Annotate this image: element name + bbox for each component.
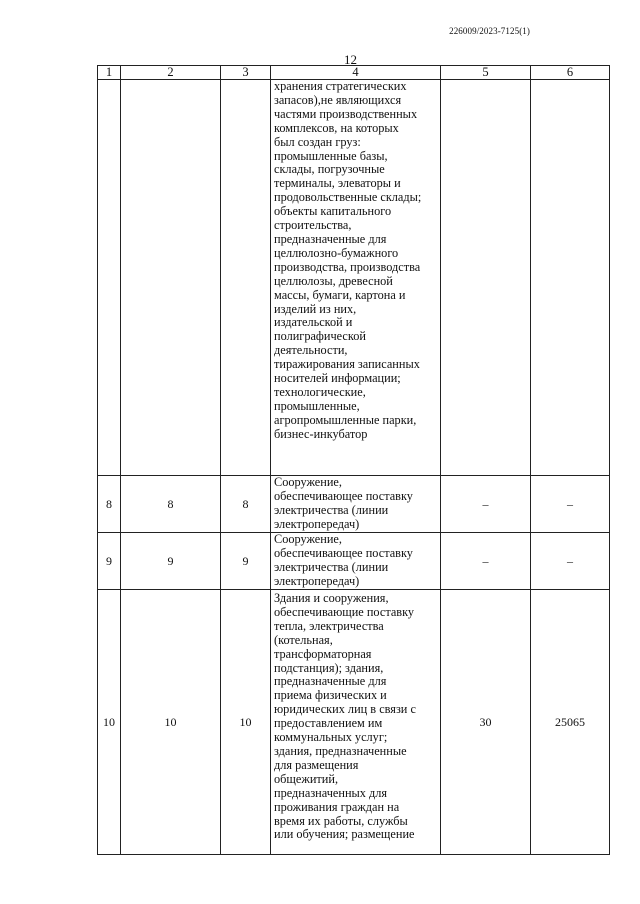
text-line: целлюлозно-бумажного — [274, 245, 399, 260]
cell: – — [531, 476, 610, 533]
table-row — [98, 590, 610, 855]
text-line: хранения стратегических — [274, 79, 407, 93]
page-number: 12 — [344, 52, 357, 67]
text-line: трансформаторная — [274, 646, 372, 661]
header-col-2: 2 — [121, 66, 221, 80]
text-line: производства, производства — [274, 259, 421, 274]
cell: – — [441, 533, 531, 590]
cell — [121, 80, 221, 476]
text-line: издательской и — [274, 315, 353, 330]
text-line: терминалы, элеваторы и — [274, 176, 401, 191]
header-col-1: 1 — [98, 66, 121, 80]
text-line: предназначенные для — [274, 231, 387, 246]
text-line: промышленные, — [274, 398, 360, 413]
text-line: коммунальных услуг; — [274, 730, 388, 745]
text-line: электричества (линии — [274, 559, 389, 574]
text-line: предназначенные для — [274, 674, 387, 689]
table-row — [98, 533, 610, 590]
table-row — [98, 476, 610, 533]
text-line: время их работы, службы — [274, 813, 408, 828]
header-col-5: 5 — [441, 66, 531, 80]
text-line: электричества (линии — [274, 502, 389, 517]
text-line: приема физических и — [274, 688, 387, 703]
text-line: проживания граждан на — [274, 799, 400, 814]
text-line: был создан груз: — [274, 134, 361, 149]
text-line: полиграфической — [274, 329, 366, 344]
cell: – — [531, 533, 610, 590]
text-line: технологические, — [274, 384, 366, 399]
document-id: 226009/2023-7125(1) — [449, 26, 530, 36]
text-line: склады, погрузочные — [274, 162, 385, 177]
text-line: Сооружение, — [274, 532, 342, 546]
text-line: электропередач) — [274, 573, 360, 588]
text-line: деятельности, — [274, 343, 348, 358]
table-row-continuation — [98, 80, 610, 476]
text-line: обеспечивающее поставку — [274, 488, 413, 503]
text-line: носителей информации; — [274, 371, 401, 386]
text-line: продовольственные склады; — [274, 190, 422, 205]
text-line: объекты капитального — [274, 204, 392, 219]
table-header-row — [98, 66, 610, 80]
cell — [98, 80, 121, 476]
text-line: для размещения — [274, 757, 359, 772]
text-line: целлюлозы, древесной — [274, 273, 393, 288]
text-line: юридических лиц в связи с — [274, 702, 416, 717]
text-line: или обучения; размещение — [274, 827, 415, 842]
text-line: подстанция); здания, — [274, 660, 384, 675]
cell: 9 — [121, 533, 221, 590]
text-line: комплексов, на которых — [274, 120, 399, 135]
row8-description — [271, 476, 441, 533]
header-col-3: 3 — [221, 66, 271, 80]
text-line: электропередач) — [274, 516, 360, 531]
cell: 25065 — [531, 590, 610, 855]
cell: 9 — [221, 533, 271, 590]
text-line: бизнес-инкубатор — [274, 426, 368, 441]
cell: 10 — [221, 590, 271, 855]
text-line: строительства, — [274, 218, 352, 233]
text-line: изделий из них, — [274, 301, 357, 316]
row-number: 8 — [98, 476, 121, 533]
text-line: (котельная, — [274, 632, 333, 647]
cell — [221, 80, 271, 476]
text-line: здания, предназначенные — [274, 743, 407, 758]
text-line: массы, бумаги, картона и — [274, 287, 406, 302]
cell — [531, 80, 610, 476]
cell: 8 — [221, 476, 271, 533]
text-line: обеспечивающие поставку — [274, 604, 415, 619]
text-line: предназначенных для — [274, 785, 388, 800]
text-line: частями производственных — [274, 106, 418, 121]
text-line: промышленные базы, — [274, 148, 388, 163]
data-table — [97, 65, 610, 855]
cell: 10 — [121, 590, 221, 855]
cell: 30 — [441, 590, 531, 855]
text-line: запасов),не являющихся — [274, 92, 402, 107]
row-number: 10 — [98, 590, 121, 855]
row-number: 9 — [98, 533, 121, 590]
cell: – — [441, 476, 531, 533]
text-line: общежитий, — [274, 771, 339, 786]
row7-description — [271, 80, 441, 476]
row10-description — [271, 590, 441, 855]
text-line: Здания и сооружения, — [274, 591, 389, 605]
text-line: обеспечивающее поставку — [274, 545, 413, 560]
cell — [441, 80, 531, 476]
text-line: предоставлением им — [274, 716, 383, 731]
header-col-6: 6 — [531, 66, 610, 80]
cell: 8 — [121, 476, 221, 533]
header-col-4: 4 — [271, 66, 441, 80]
text-line: агропромышленные парки, — [274, 412, 417, 427]
text-line: Сооружение, — [274, 475, 342, 489]
text-line: тиражирования записанных — [274, 357, 420, 372]
text-line: тепла, электричества — [274, 618, 384, 633]
row9-description — [271, 533, 441, 590]
